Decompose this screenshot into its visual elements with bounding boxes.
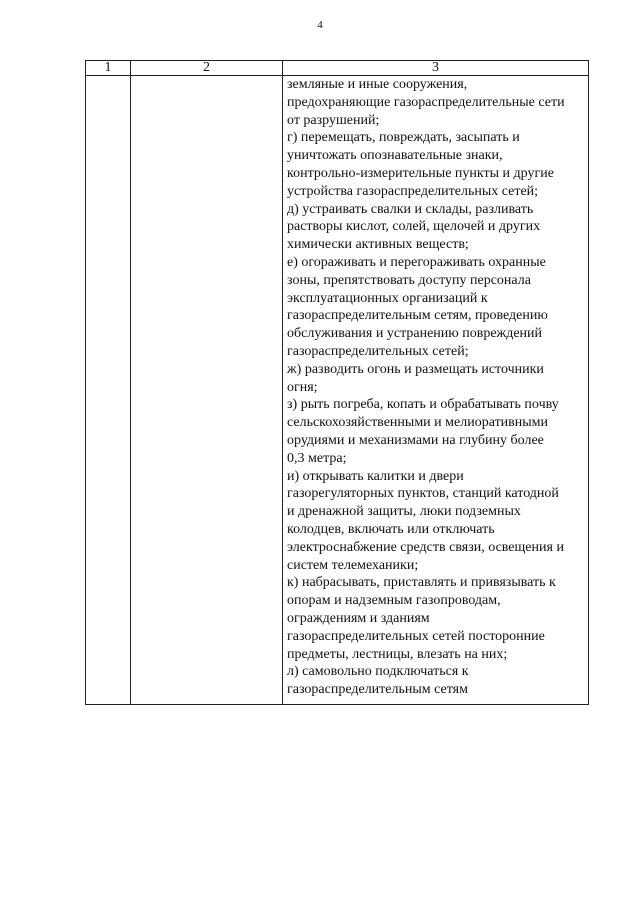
- text-line: систем телемеханики;: [287, 557, 419, 573]
- text-line: эксплуатационных организаций к: [287, 290, 488, 306]
- text-line: земляные и иные сооружения,: [287, 77, 468, 92]
- text-line: ограждениям и зданиям: [287, 610, 430, 626]
- text-line: орудиями и механизмами на глубину более: [287, 432, 544, 448]
- text-line: опорам и надземным газопроводам,: [287, 593, 501, 609]
- text-line: е) огораживать и перегораживать охранные: [287, 254, 546, 270]
- text-line: газорегуляторных пунктов, станций катодной: [287, 486, 559, 502]
- column-2-cell: [131, 76, 283, 705]
- text-line: колодцев, включать или отключать: [287, 521, 495, 537]
- text-line: 0,3 метра;: [287, 450, 347, 466]
- text-line: огня;: [287, 379, 318, 395]
- text-line: газораспределительным сетям, проведению: [287, 308, 548, 324]
- text-line: к) набрасывать, приставлять и привязывать к: [287, 575, 556, 591]
- text-line: растворы кислот, солей, щелочей и других: [287, 219, 541, 235]
- column-header-1: 1: [86, 61, 131, 76]
- column-3-cell: [283, 76, 589, 705]
- table-body-row: [86, 76, 589, 705]
- text-line: зоны, препятствовать доступу персонала: [287, 272, 531, 288]
- column-header-2: 2: [131, 61, 283, 76]
- page-number: 4: [317, 19, 323, 31]
- text-line: предметы, лестницы, влезать на них;: [287, 646, 508, 662]
- text-line: газораспределительных сетей посторонние: [287, 628, 545, 644]
- text-line: ж) разводить огонь и размещать источники: [287, 361, 544, 377]
- text-line: электроснабжение средств связи, освещения и: [287, 539, 564, 555]
- text-line: газораспределительным сетям: [287, 682, 468, 698]
- table-header-row: [86, 61, 589, 76]
- text-line: от разрушений;: [287, 112, 380, 128]
- text-line: и дренажной защиты, люки подземных: [287, 504, 521, 520]
- text-line: з) рыть погреба, копать и обрабатывать почву: [287, 397, 559, 413]
- text-line: уничтожать опознавательные знаки,: [287, 148, 503, 164]
- text-line: обслуживания и устранению повреждений: [287, 326, 543, 342]
- text-line: газораспределительных сетей;: [287, 343, 469, 359]
- column-1-cell: [86, 76, 131, 705]
- text-line: химически активных веществ;: [287, 237, 469, 253]
- text-line: и) открывать калитки и двери: [287, 468, 464, 484]
- text-line: л) самовольно подключаться к: [287, 664, 469, 680]
- document-table: [85, 60, 589, 705]
- text-line: сельскохозяйственными и мелиоративными: [287, 415, 549, 431]
- column-header-3: 3: [283, 61, 589, 76]
- text-line: г) перемещать, повреждать, засыпать и: [287, 130, 520, 146]
- text-line: д) устраивать свалки и склады, разливать: [287, 201, 534, 217]
- text-line: предохраняющие газораспределительные сети: [287, 94, 565, 110]
- text-line: устройства газораспределительных сетей;: [287, 183, 539, 199]
- text-line: контрольно-измерительные пункты и другие: [287, 165, 554, 181]
